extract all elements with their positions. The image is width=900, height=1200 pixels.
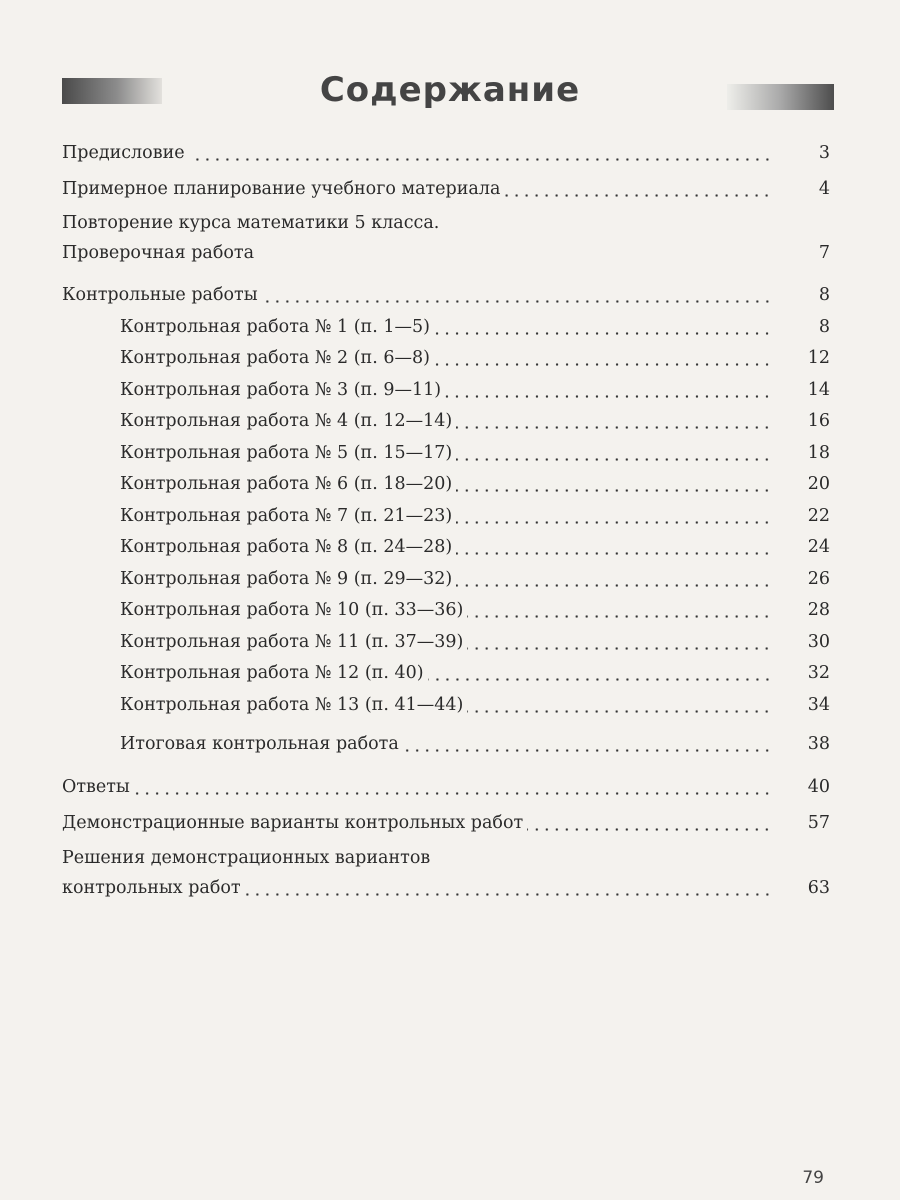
toc-page-number: 22 xyxy=(807,506,830,526)
toc-entry-review xyxy=(62,208,830,268)
toc-page-number: 16 xyxy=(807,411,830,431)
toc-label: Примерное планирование учебного материала xyxy=(62,179,501,199)
toc-entry-test-10 xyxy=(120,593,830,627)
toc-page-number: 8 xyxy=(818,285,830,305)
toc-label: Контрольная работа № 1 (п. 1—5) xyxy=(120,317,430,337)
toc-page-number: 34 xyxy=(807,695,830,715)
toc-leader-dots xyxy=(189,158,772,161)
toc-label: Предисловие xyxy=(62,143,185,163)
toc-entry-answers xyxy=(62,770,830,804)
toc-page-number: 40 xyxy=(807,777,830,797)
toc-leader-dots xyxy=(467,710,772,713)
toc-entry-test-3 xyxy=(120,373,830,407)
toc-page-number: 3 xyxy=(818,143,830,163)
toc-page-number: 63 xyxy=(807,878,830,898)
toc-leader-dots xyxy=(403,749,772,752)
toc-label-line1: Повторение курса математики 5 класса. xyxy=(62,213,440,233)
toc-page-number: 4 xyxy=(818,179,830,199)
toc-label: Контрольная работа № 6 (п. 18—20) xyxy=(120,474,453,494)
toc-label: Контрольная работа № 4 (п. 12—14) xyxy=(120,411,453,431)
toc-label-line1: Решения демонстрационных вариантов xyxy=(62,848,431,868)
toc-label: Контрольная работа № 11 (п. 37—39) xyxy=(120,632,464,652)
toc-leader-dots xyxy=(134,792,772,795)
toc-label: Контрольные работы xyxy=(62,285,258,305)
toc-entry-planning xyxy=(62,172,830,206)
toc-leader-dots xyxy=(434,332,772,335)
toc-leader-dots xyxy=(456,521,772,524)
toc-label: Контрольная работа № 10 (п. 33—36) xyxy=(120,600,464,620)
toc-page-number: 57 xyxy=(807,813,830,833)
toc-entry-preface xyxy=(62,136,830,170)
toc-label: Контрольная работа № 7 (п. 21—23) xyxy=(120,506,453,526)
toc-page-number: 24 xyxy=(807,537,830,557)
toc-entry-test-9 xyxy=(120,562,830,596)
toc-leader-dots xyxy=(262,300,772,303)
toc-page-number: 20 xyxy=(807,474,830,494)
toc-entry-test-13 xyxy=(120,688,830,722)
toc-label: Контрольная работа № 8 (п. 24—28) xyxy=(120,537,453,557)
toc-entry-test-12 xyxy=(120,656,830,690)
toc-label: Контрольная работа № 9 (п. 29—32) xyxy=(120,569,453,589)
page-number: 79 xyxy=(802,1168,824,1188)
toc-leader-dots xyxy=(456,426,772,429)
toc-page-number: 14 xyxy=(807,380,830,400)
toc-label: Демонстрационные варианты контрольных работ xyxy=(62,813,524,833)
toc-page-number: 12 xyxy=(807,348,830,368)
toc-leader-dots xyxy=(527,828,772,831)
toc-label: Итоговая контрольная работа xyxy=(120,734,399,754)
toc-leader-dots xyxy=(456,458,772,461)
toc-entry-test-11 xyxy=(120,625,830,659)
toc-leader-dots xyxy=(467,615,772,618)
toc-leader-dots xyxy=(428,678,772,681)
toc-entry-test-7 xyxy=(120,499,830,533)
toc-entry-test-1 xyxy=(120,310,830,344)
toc-page-number: 26 xyxy=(807,569,830,589)
toc-entry-final-test xyxy=(120,727,830,761)
toc-leader-dots xyxy=(456,489,772,492)
toc-label: Контрольная работа № 12 (п. 40) xyxy=(120,663,424,683)
toc-entry-test-6 xyxy=(120,467,830,501)
toc-page-number: 32 xyxy=(807,663,830,683)
toc-leader-dots xyxy=(456,584,772,587)
toc-leader-dots xyxy=(245,893,772,896)
toc-entry-demo-variants xyxy=(62,806,830,840)
toc-leader-dots xyxy=(467,647,772,650)
toc-leader-dots xyxy=(456,552,772,555)
toc-entry-test-5 xyxy=(120,436,830,470)
toc-entry-test-8 xyxy=(120,530,830,564)
toc-page-number: 28 xyxy=(807,600,830,620)
toc-entry-test-4 xyxy=(120,404,830,438)
toc-page-number: 18 xyxy=(807,443,830,463)
toc-label: Контрольная работа № 13 (п. 41—44) xyxy=(120,695,464,715)
toc-label: Проверочная работа xyxy=(62,243,255,263)
toc-label: контрольных работ xyxy=(62,878,241,898)
toc-leader-dots xyxy=(445,395,772,398)
toc-page-number: 30 xyxy=(807,632,830,652)
toc-leader-dots xyxy=(504,194,772,197)
toc-label: Контрольная работа № 5 (п. 15—17) xyxy=(120,443,453,463)
toc-entry-demo-solutions xyxy=(62,843,830,903)
toc-label: Контрольная работа № 3 (п. 9—11) xyxy=(120,380,442,400)
toc-page-number: 7 xyxy=(818,243,830,263)
toc-leader-dots xyxy=(434,363,772,366)
toc-label: Контрольная работа № 2 (п. 6—8) xyxy=(120,348,430,368)
page-title: Содержание xyxy=(319,70,581,110)
toc-entry-tests xyxy=(62,278,830,312)
toc-page-number: 8 xyxy=(818,317,830,337)
toc-entry-test-2 xyxy=(120,341,830,375)
toc-label: Ответы xyxy=(62,777,130,797)
toc-page-number: 38 xyxy=(807,734,830,754)
